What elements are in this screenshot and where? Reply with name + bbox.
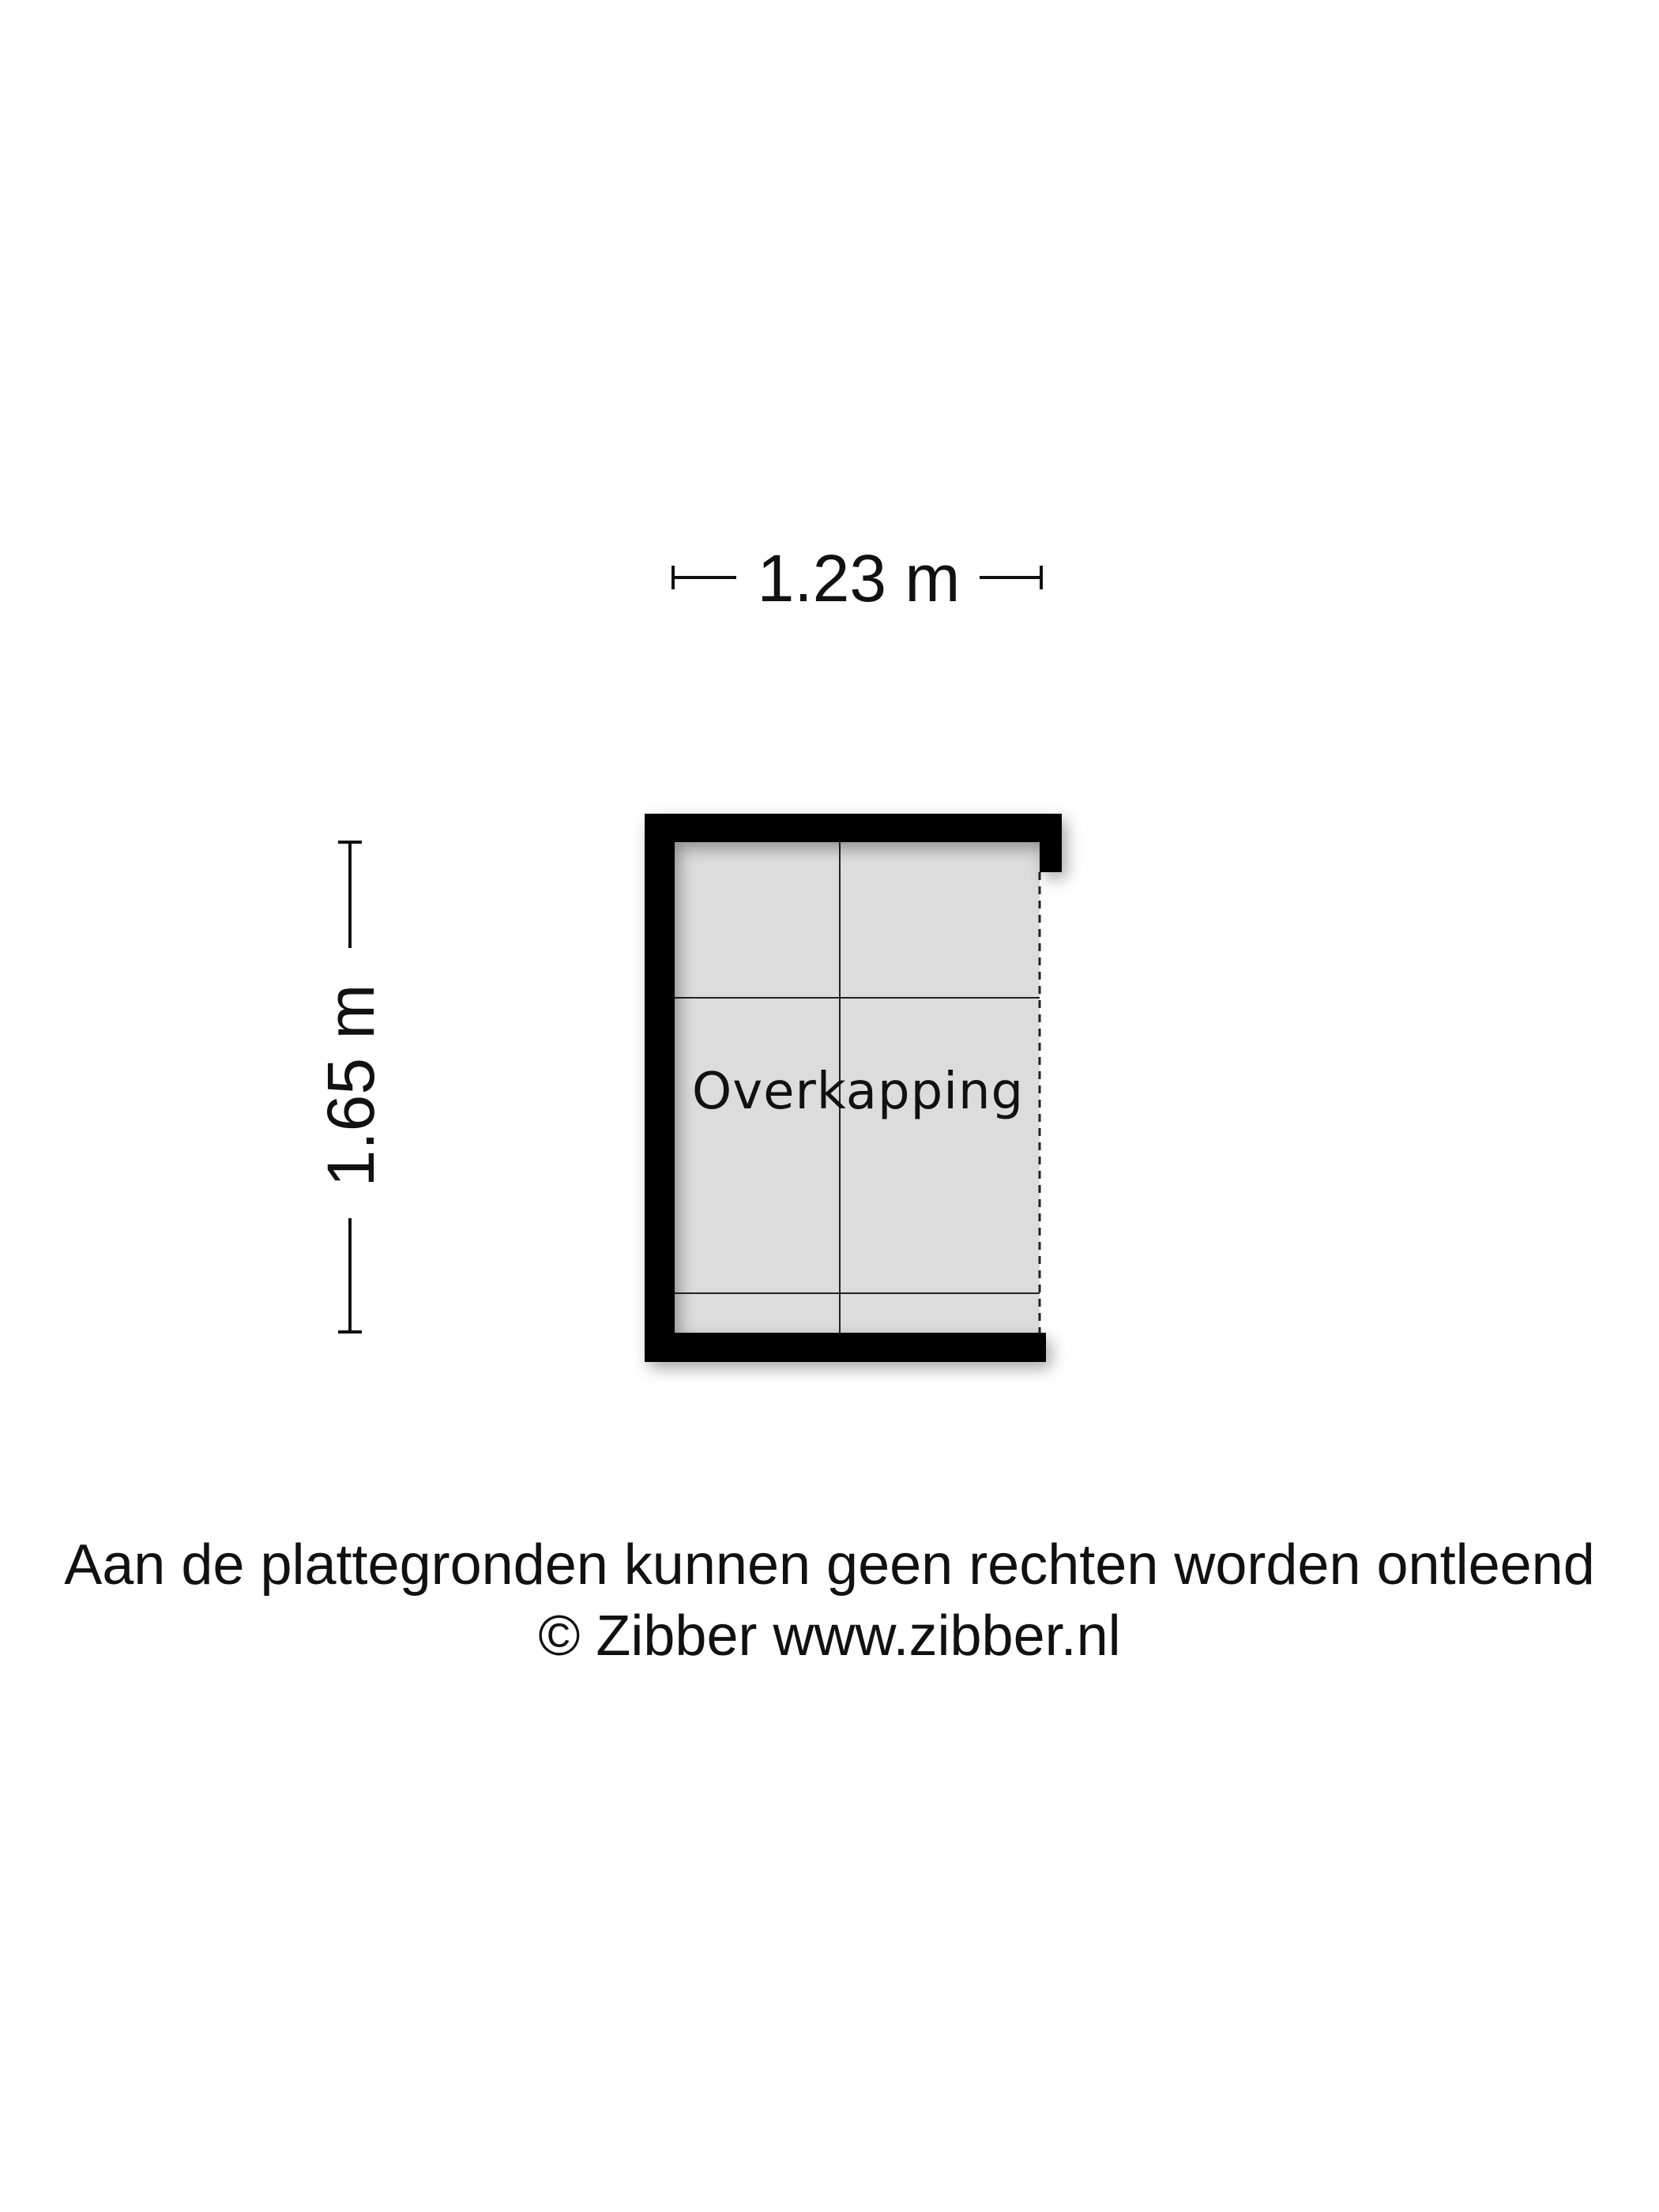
height-dimension bbox=[314, 842, 388, 1332]
width-dimension-label: 1.23 m bbox=[757, 541, 961, 615]
width-dimension bbox=[673, 541, 1041, 615]
height-dimension-label: 1.65 m bbox=[314, 984, 388, 1187]
copyright-text: © Zibber www.zibber.nl bbox=[538, 1604, 1121, 1668]
room-label: Overkapping bbox=[691, 1063, 1025, 1121]
disclaimer-text: Aan de plattegronden kunnen geen rechten worden ontleend bbox=[64, 1533, 1595, 1597]
